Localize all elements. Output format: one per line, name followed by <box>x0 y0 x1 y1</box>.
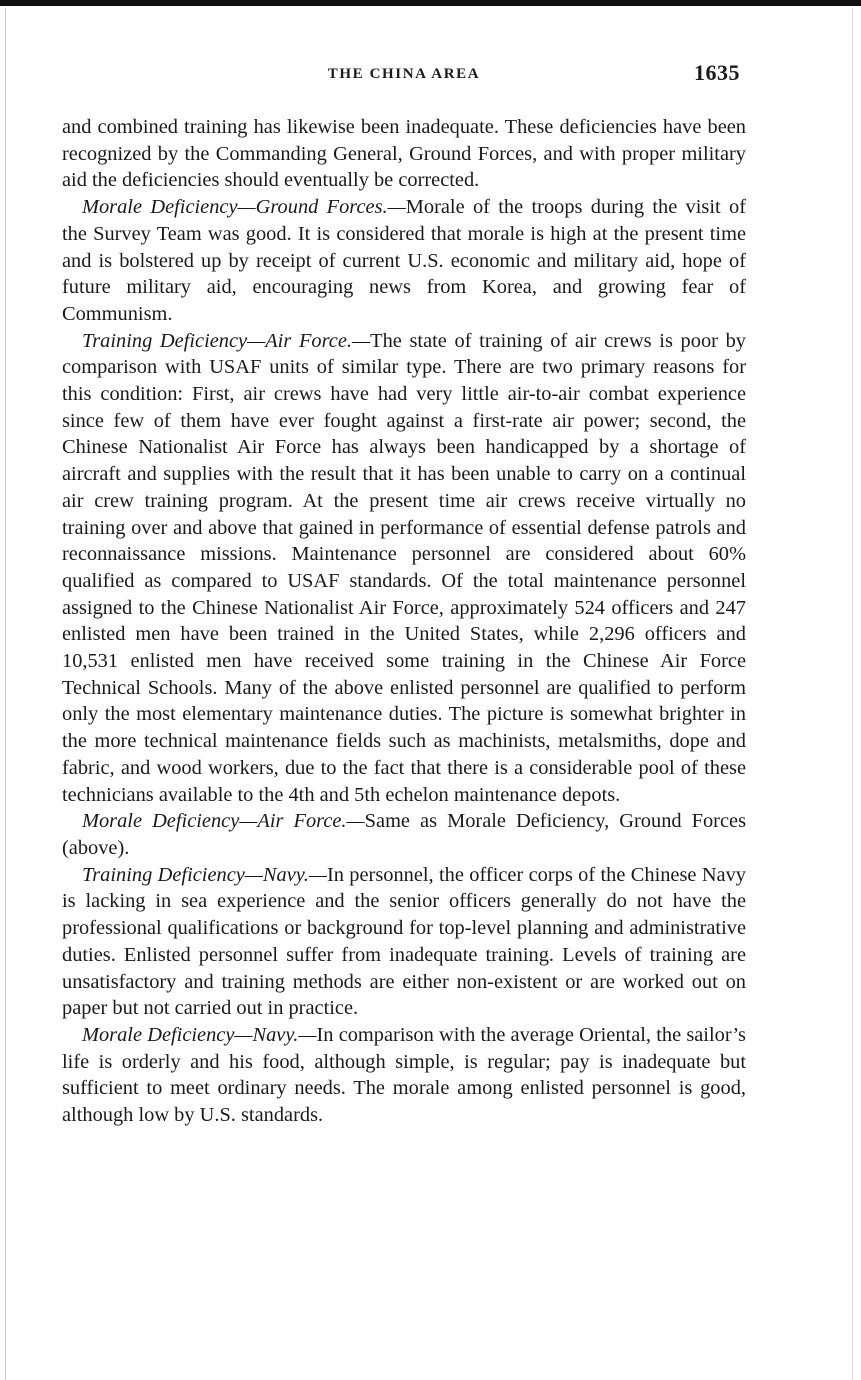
section-heading-morale-air-force: Morale Deficiency—Air Force.— <box>82 810 365 833</box>
paragraph-continuation <box>62 114 746 194</box>
paragraph-training-air-force <box>62 328 746 809</box>
paragraph-text: In comparison with the average Oriental, the sailor’s life is orderly and his food, although simple, is regular; pay is inadequate but sufficient to meet ordinary needs. The morale among enlisted personnel is good, although low by U.S. standards. <box>62 1023 746 1127</box>
paragraph-training-navy <box>62 862 746 1022</box>
paragraph-morale-air-force <box>62 808 746 861</box>
section-heading-morale-navy: Morale Deficiency—Navy.— <box>82 1023 317 1046</box>
page-header <box>62 58 746 94</box>
right-page-edge <box>852 8 853 1380</box>
paragraph-text: Same as Morale Deficiency, Ground Forces (above). <box>62 810 747 859</box>
document-page <box>62 58 746 1129</box>
paragraph-text: In personnel, the officer corps of the Chinese Navy is lacking in sea experience and the senior officers generally do not have the professional qualifications or background for top-level planning and administrative duties. Enlisted personnel suffer from inadequate training. Levels of training are unsatisfactory and training methods are either non-existent or are worked out on paper but not carried out in practice. <box>62 863 746 1020</box>
left-page-edge <box>5 8 6 1380</box>
section-heading-training-air-force: Training Deficiency—Air Force.— <box>82 329 371 352</box>
body-text <box>62 114 746 1129</box>
paragraph-morale-navy <box>62 1022 746 1129</box>
section-heading-training-navy: Training Deficiency—Navy.— <box>82 863 327 886</box>
section-heading-morale-ground-forces: Morale Deficiency—Ground Forces.— <box>82 196 406 219</box>
running-title: THE CHINA AREA <box>327 66 481 82</box>
paragraph-text: The state of training of air crews is poor by comparison with USAF units of similar type. There are two primary reasons for this condition: First, air crews have had very little air-to-air combat experience since few of them have ever fought against a first-rate air power; second, the Chinese Nationalist Air Force has always been handicapped by a shortage of aircraft and supplies with the result that it has been unable to carry on a continual air crew training program. At the present time air crews receive virtually no training over and above that gained in performance of essential defense patrols and reconnaissance missions. Maintenance personnel are considered about 60% qualified as compared to USAF standards. Of the total maintenance personnel assigned to the Chinese Nationalist Air Force, approximately 524 officers and 247 enlisted men have been trained in the United States, while 2,296 officers and 10,531 enlisted men have received some training in the Chinese Air Force Technical Schools. Many of the above enlisted personnel are qualified to perform only the most elementary maintenance duties. The picture is somewhat brighter in the more technical maintenance fields such as machinists, metalsmiths, dope and fabric, and wood workers, due to the fact that there is a considerable pool of these technicians available to the 4th and 5th echelon maintenance depots. <box>62 329 746 806</box>
paragraph-text: and combined training has likewise been inadequate. These deficiencies have been recognized by the Commanding General, Ground Forces, and with proper military aid the deficiencies should eventually be corrected. <box>62 116 746 192</box>
page-number: 1635 <box>694 60 740 85</box>
top-border-rule <box>0 0 861 6</box>
paragraph-morale-ground-forces <box>62 194 746 328</box>
paragraph-text: Morale of the troops during the visit of the Survey Team was good. It is considered that morale is high at the present time and is bolstered up by receipt of current U.S. economic and military aid, hope of future military aid, encouraging news from Korea, and growing fear of Communism. <box>62 196 746 325</box>
